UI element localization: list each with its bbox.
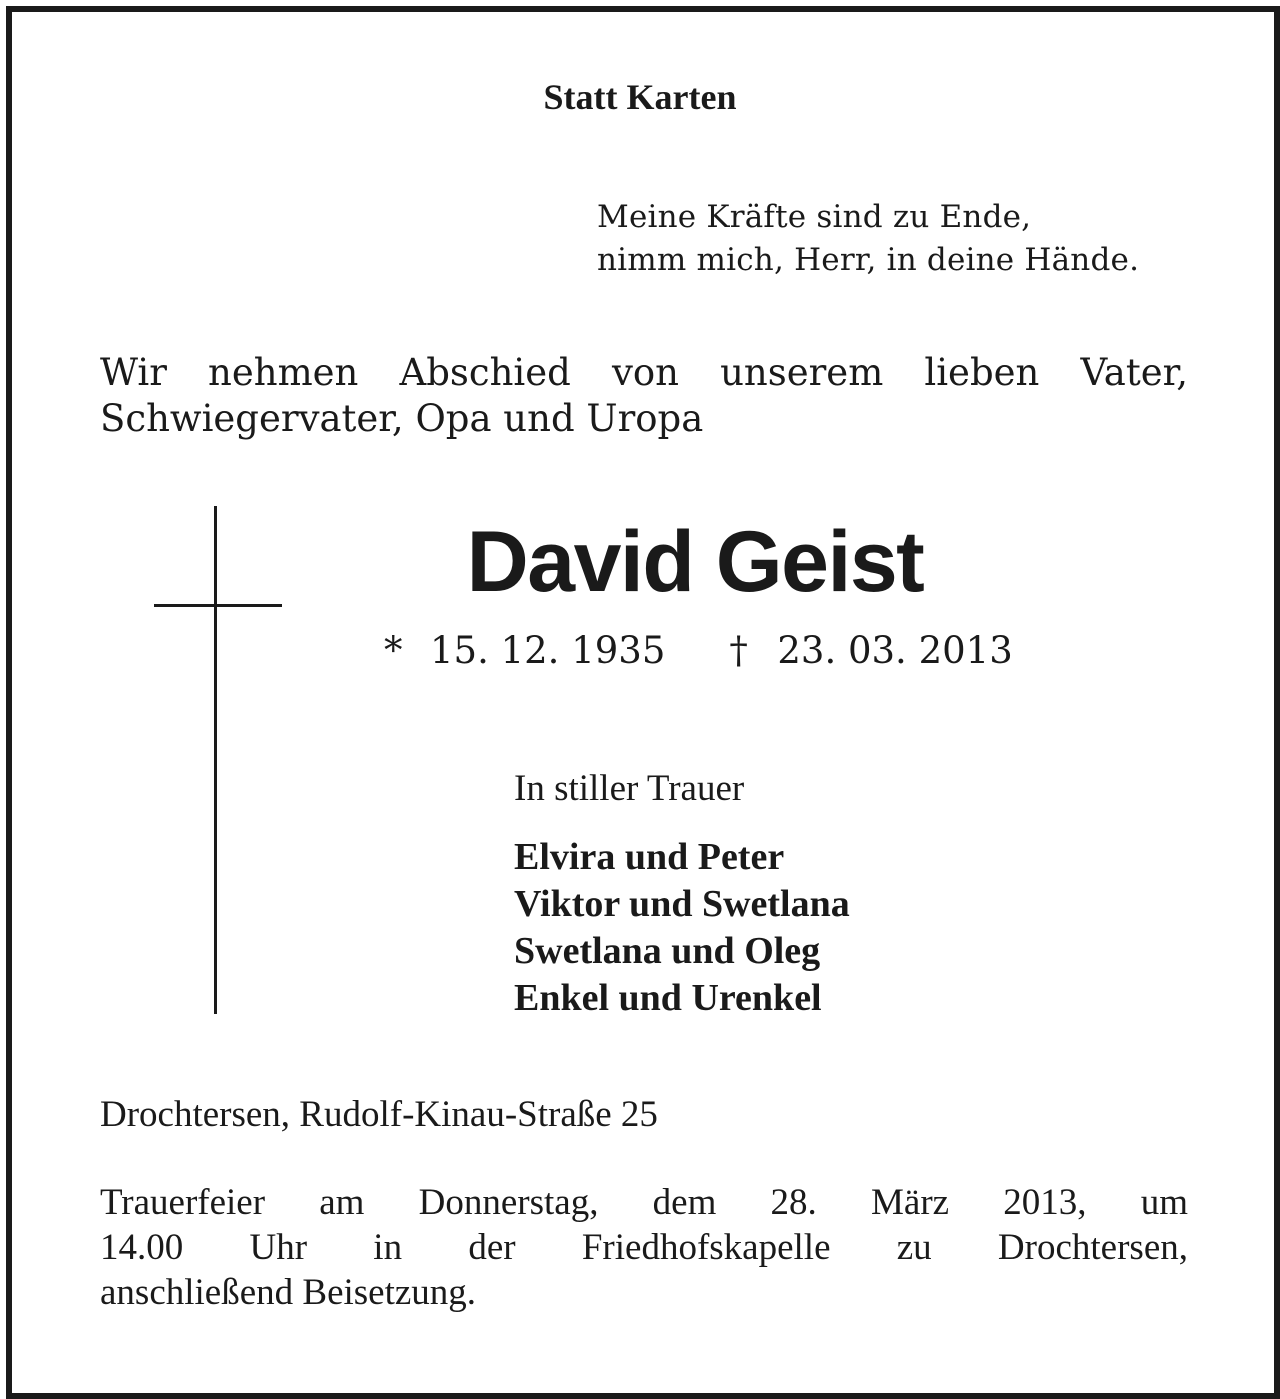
service-line: anschließend Beisetzung. <box>100 1272 477 1313</box>
mourner-item: Viktor und Swetlana <box>514 883 850 925</box>
mourner-item: Swetlana und Oleg <box>514 930 821 972</box>
intro-text <box>100 350 1188 442</box>
mourner-item: Elvira und Peter <box>514 836 785 878</box>
verse-line: nimm mich, Herr, in deine Hände. <box>597 242 1140 278</box>
service-info <box>100 1180 1188 1315</box>
cross-icon <box>214 506 217 1014</box>
address: Drochtersen, Rudolf-Kinau-Straße 25 <box>100 1094 658 1135</box>
mourner-item: Enkel und Urenkel <box>514 977 822 1019</box>
intro-line: Wir nehmen Abschied von unserem lieben Vater, <box>100 351 1188 394</box>
mourning-label: In stiller Trauer <box>514 768 745 809</box>
death-date: 23. 03. 2013 <box>777 629 1013 672</box>
life-dates <box>384 626 1084 676</box>
mourners-list <box>514 834 1114 1022</box>
deceased-name: David Geist <box>466 514 924 610</box>
notice-header: Statt Karten <box>543 77 737 117</box>
service-line: Trauerfeier am Donnerstag, dem 28. März 2013, um <box>100 1182 1188 1223</box>
verse <box>597 196 1217 282</box>
service-line: 14.00 Uhr in der Friedhofskapelle zu Drochtersen, <box>100 1227 1188 1268</box>
birth-star-icon: * <box>384 629 403 672</box>
cross-icon-bar <box>154 604 282 607</box>
death-dagger-icon: † <box>729 629 748 672</box>
verse-line: Meine Kräfte sind zu Ende, <box>597 199 1032 235</box>
birth-date: 15. 12. 1935 <box>430 629 666 672</box>
intro-line: Schwiegervater, Opa und Uropa <box>100 397 704 440</box>
